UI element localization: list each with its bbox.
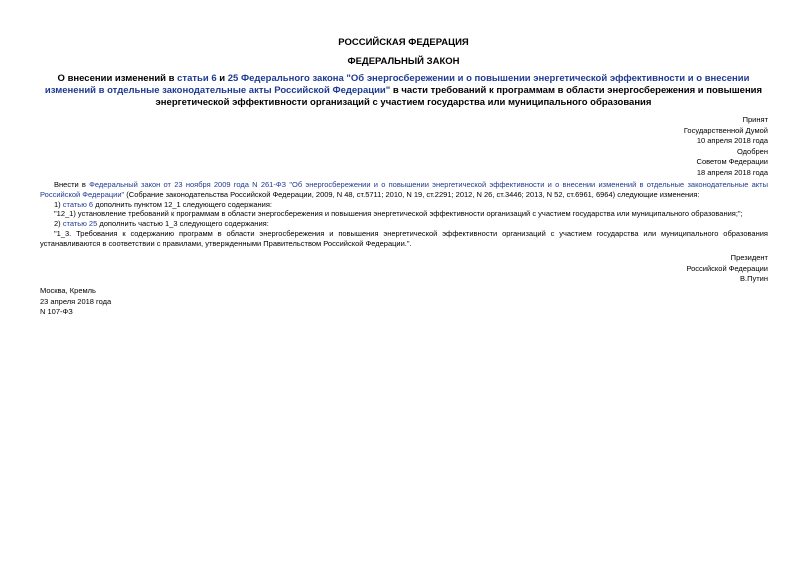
link-law-261[interactable]: Федеральный закон от 23 ноября 2009 года N 261-ФЗ "Об энергосбережении и о повышении энергетической эффективности и о внесении изменений в отдельные законодательные акты Российской Федерации" [40,180,768,199]
link-article-25[interactable]: статью 25 [62,219,98,229]
adoption-line: Советом Федерации [696,157,768,166]
law-type-heading: ФЕДЕРАЛЬНЫЙ ЗАКОН [347,56,460,67]
signature-line: Российской Федерации [686,263,768,273]
adoption-line: Принят [742,115,768,124]
body-text: (Собрание законодательства Российской Федерации, 2009, N 48, ст.5711; 2010, N 19, ст.2291; 2012, N 26, ст.3446; 2013, N 52, ст.6961, 6964) следующие изменения: [124,189,700,199]
date-line: 23 апреля 2018 года [40,296,112,306]
title-text: О внесении изменений в [57,73,178,84]
law-number: N 107-ФЗ [40,307,73,316]
body-text: Внести в [54,180,90,189]
link-federal-law[interactable]: 25 Федерального закона "Об энергосбережении и о повышении энергетической эффективности и о внесении изменений в отдельные законодательные акты Российской Федерации" [44,73,750,96]
signature-block [686,253,768,285]
body-paragraph [40,219,768,229]
law-title [40,73,767,109]
adoption-line: 10 апреля 2018 года [696,136,768,145]
signature-line: Президент [730,253,768,262]
signature-line: В.Путин [740,274,768,283]
adoption-line: 18 апреля 2018 года [696,167,768,177]
title-text: и [216,73,228,84]
link-article-6-body[interactable]: статью 6 [62,199,94,209]
body-paragraph: "1_3. Требования к содержанию программ в области энергосбережения и повышения энергетической эффективности организаций с участием государства или муниципального образования устанавливаются в соответствии с правилами, утвержденными Правительством Российской Федерации.". [40,228,768,248]
body-paragraph: "12_1) установление требований к программам в области энергосбережения и повышения энергетической эффективности организаций с участием государства или муниципального образования;"; [54,209,743,219]
adoption-line: Государственной Думой [683,125,768,135]
body-text: дополнить пунктом 12_1 следующего содержания: [93,199,272,209]
body-text: 2) [54,219,63,229]
adoption-line: Одобрен [737,146,768,156]
place-date-block [40,286,111,318]
body-text: дополнить частью 1_3 следующего содержания: [97,219,269,229]
adoption-block [684,115,768,178]
title-text: в части требований к программам в области энергосбережения и повышения энергетической эффективности организаций с участием государства или муниципального образования [155,85,763,108]
body-paragraph [40,200,768,210]
body-text: 1) [54,199,63,209]
place-line: Москва, Кремль [40,286,96,295]
law-body [40,180,768,249]
country-heading: РОССИЙСКАЯ ФЕДЕРАЦИЯ [338,37,469,48]
body-paragraph [40,180,768,200]
link-article-6[interactable]: статьи 6 [177,73,217,84]
